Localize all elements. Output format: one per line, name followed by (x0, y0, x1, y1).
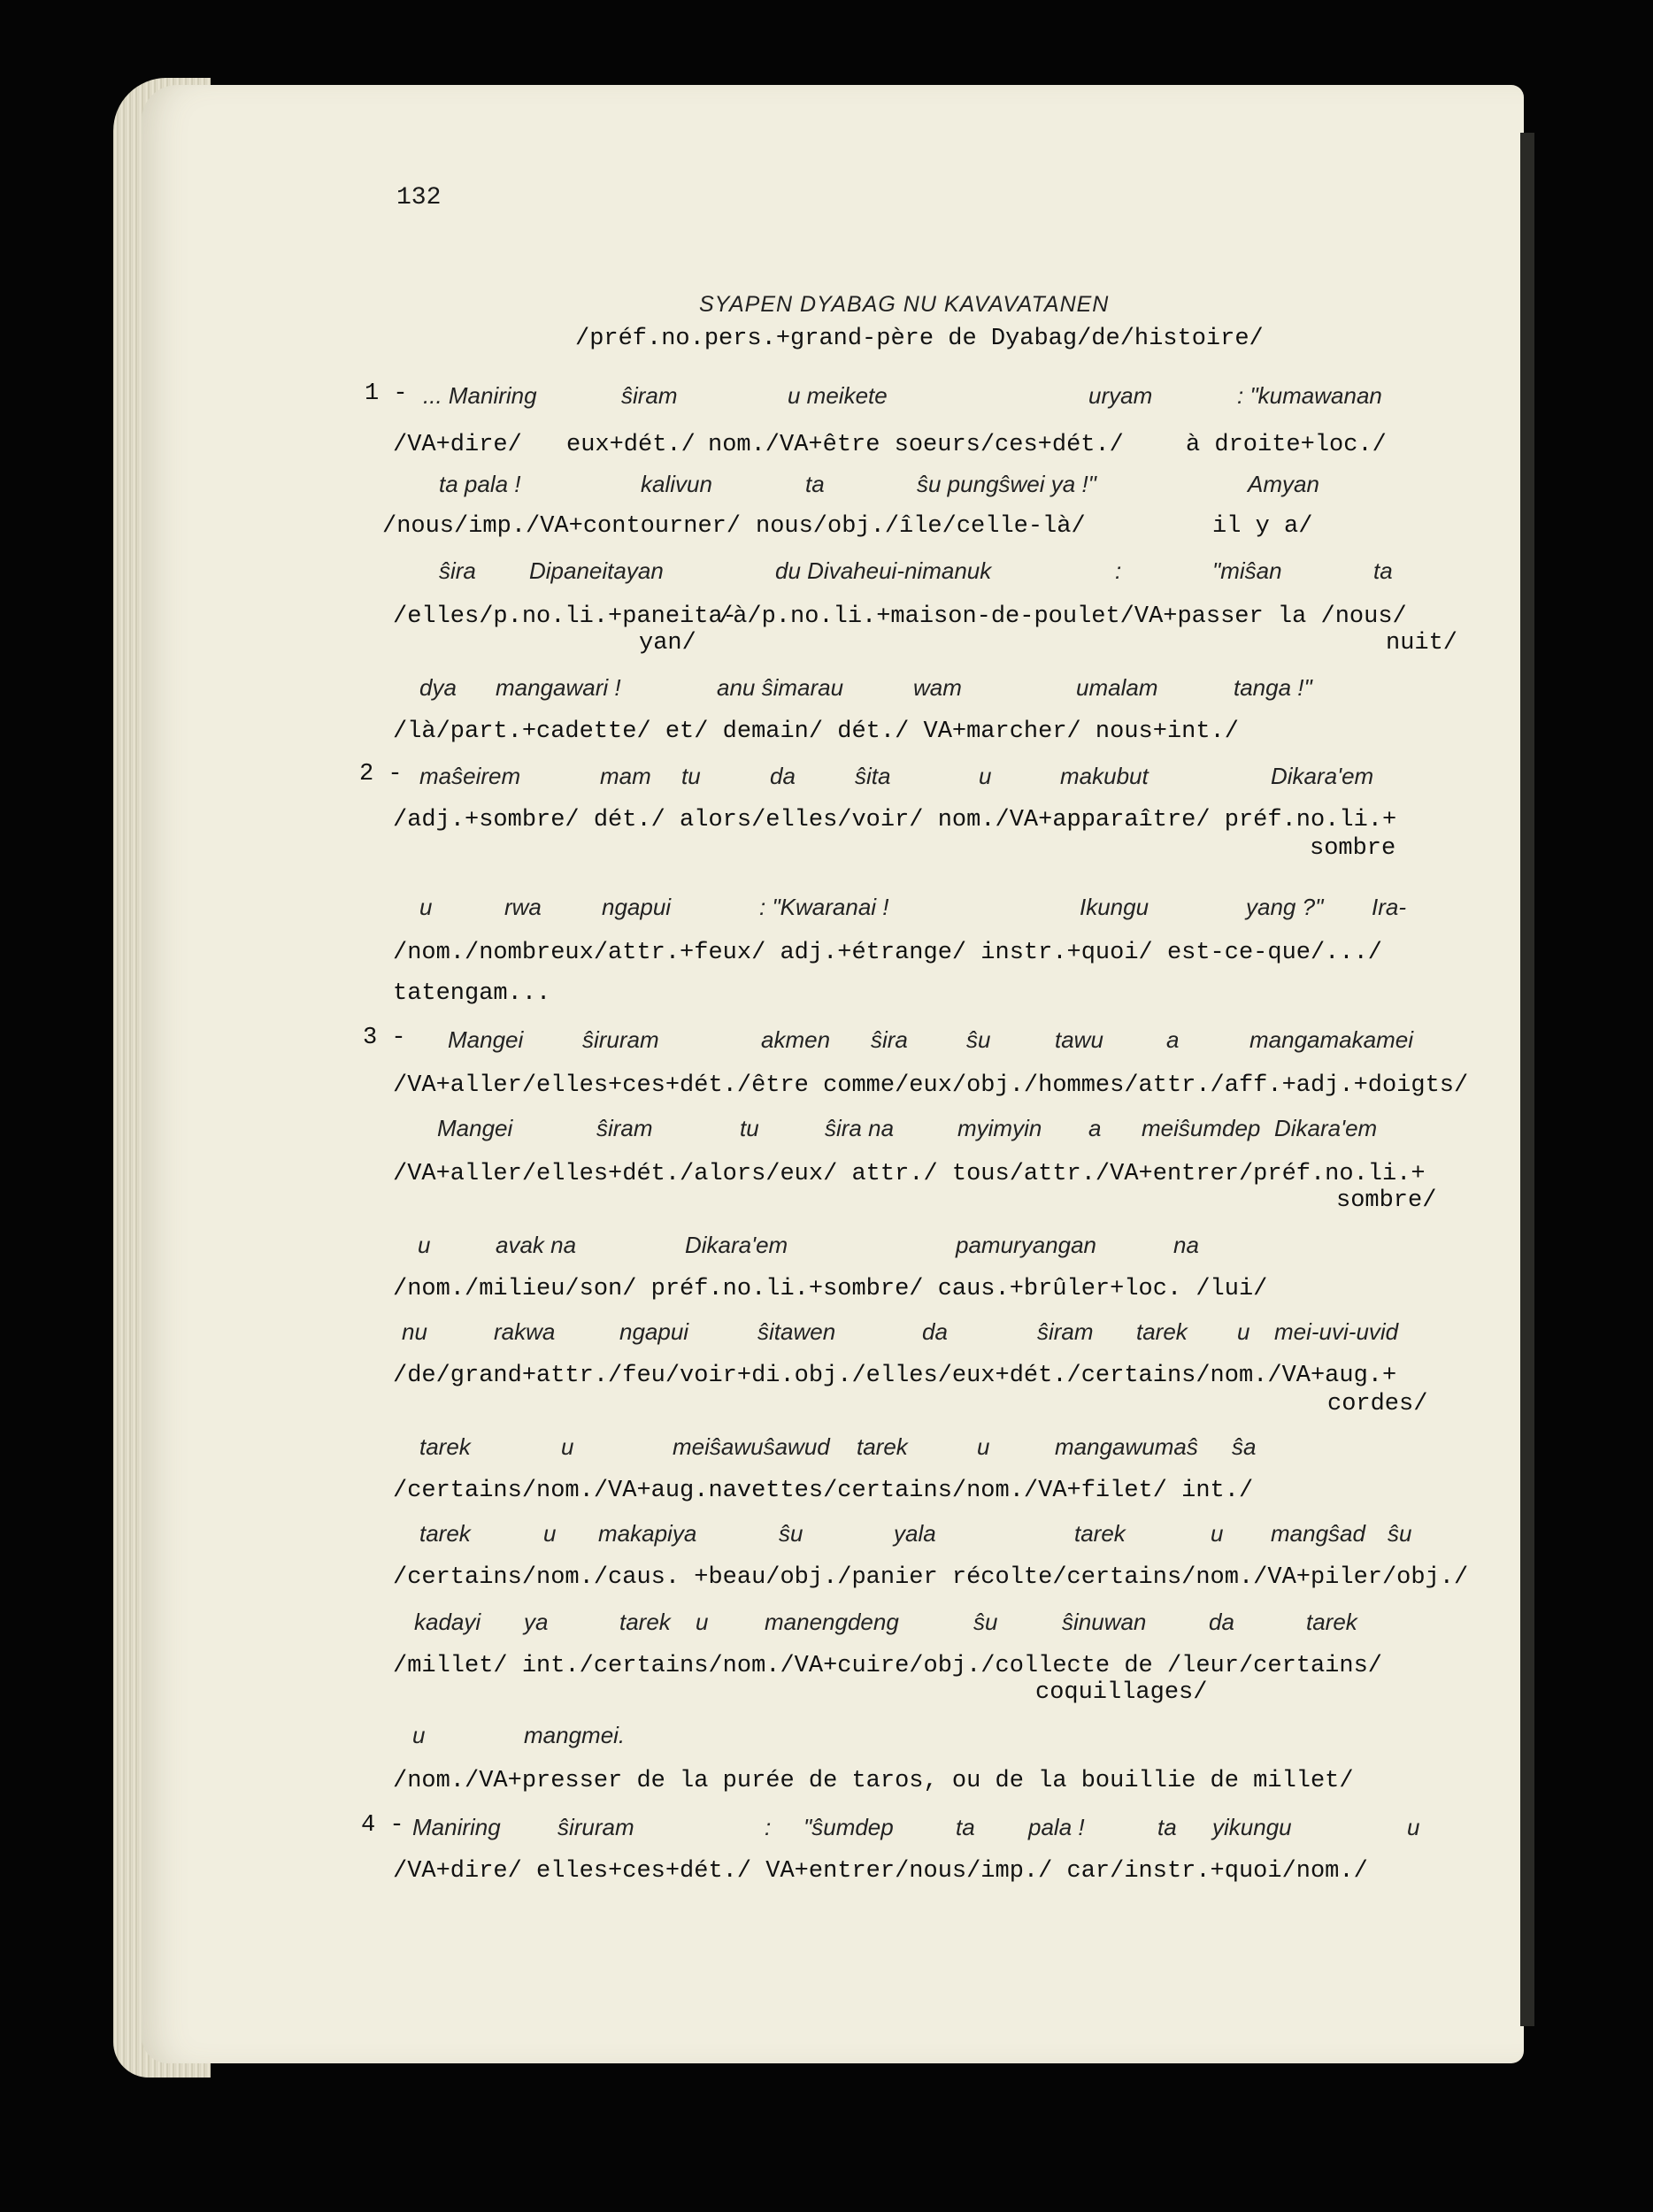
gloss-segment: sombre/ (1336, 1187, 1437, 1214)
gloss-segment: sombre (1310, 835, 1396, 862)
vernacular-word: u (543, 1520, 557, 1547)
vernacular-word: mangamakamei (1249, 1026, 1413, 1053)
vernacular-word: ... Maniring (423, 382, 537, 409)
vernacular-word: rakwa (494, 1318, 556, 1345)
vernacular-word: uryam (1088, 382, 1153, 409)
vernacular-word: yang ?" (1246, 894, 1324, 920)
gloss-line: /certains/nom./caus. +beau/obj./panier récolte/certains/nom./VA+piler/obj./ (393, 1564, 1469, 1591)
vernacular-word: tarek (419, 1433, 471, 1460)
vernacular-word: ta (805, 471, 825, 497)
vernacular-word: : (765, 1814, 772, 1840)
paragraph-number: 4 - (361, 1812, 404, 1839)
vernacular-word: ŝiram (596, 1115, 653, 1141)
vernacular-word: umalam (1076, 674, 1158, 701)
vernacular-word: ŝinuwan (1062, 1609, 1147, 1635)
vernacular-word: ŝu (779, 1520, 803, 1547)
vernacular-word: tu (681, 763, 701, 789)
library-stamp (156, 894, 209, 1301)
vernacular-word: na (1173, 1232, 1199, 1258)
vernacular-word: mangmei. (524, 1722, 626, 1748)
text-title: SYAPEN DYABAG NU KAVAVATANEN (699, 292, 1110, 317)
vernacular-word: u (412, 1722, 426, 1748)
vernacular-word: : "Kwaranai ! (759, 894, 889, 920)
gloss-line: /millet/ int./certains/nom./VA+cuire/obj./collecte de /leur/certains/ (393, 1653, 1382, 1679)
vernacular-word: Dikara'em (1274, 1115, 1378, 1141)
vernacular-word: Dikara'em (1271, 763, 1374, 789)
vernacular-word: Maniring (412, 1814, 501, 1840)
vernacular-word: ngapui (619, 1318, 689, 1345)
vernacular-word: : "kumawanan (1237, 382, 1382, 409)
vernacular-word: u (1211, 1520, 1224, 1547)
vernacular-word: u (419, 894, 433, 920)
paragraph-number: 1 - (365, 380, 408, 407)
vernacular-word: makubut (1060, 763, 1149, 789)
vernacular-word: kadayi (414, 1609, 481, 1635)
vernacular-word: u (561, 1433, 574, 1460)
vernacular-word: ŝu (1388, 1520, 1412, 1547)
gloss-line: /adj.+sombre/ dét./ alors/elles/voir/ nom./VA+apparaître/ préf.no.li.+ (393, 807, 1397, 833)
vernacular-word: manengdeng (765, 1609, 899, 1635)
gloss-line: /là/part.+cadette/ et/ demain/ dét./ VA+marcher/ nous+int./ (393, 718, 1239, 745)
gloss-segment: /à/p.no.li.+maison-de-poulet/VA+passer la /nous/ (719, 603, 1407, 630)
vernacular-word: myimyin (957, 1115, 1042, 1141)
vernacular-word: tarek (857, 1433, 908, 1460)
vernacular-word: meiŝawuŝawud (673, 1433, 830, 1460)
vernacular-word: maŝeirem (419, 763, 521, 789)
vernacular-word: ngapui (602, 894, 672, 920)
vernacular-word: a (1088, 1115, 1102, 1141)
vernacular-word: ŝiram (1037, 1318, 1094, 1345)
gloss-segment: nous/obj./île/celle-là/ (756, 513, 1086, 540)
vernacular-word: meiŝumdep (1142, 1115, 1261, 1141)
vernacular-word: tarek (1306, 1609, 1357, 1635)
gloss-segment: nom./VA+être soeurs/ces+dét./ (708, 432, 1124, 458)
vernacular-word: ŝita (855, 763, 891, 789)
gloss-segment: eux+dét./ (566, 432, 696, 458)
vernacular-word: "miŝan (1212, 557, 1282, 584)
vernacular-word: tawu (1055, 1026, 1103, 1053)
title-gloss: /préf.no.pers.+grand-père de Dyabag/de/histoire/ (575, 326, 1264, 352)
vernacular-word: nu (402, 1318, 427, 1345)
vernacular-word: ŝiram (621, 382, 678, 409)
vernacular-word: ŝu (966, 1026, 991, 1053)
vernacular-word: u meikete (788, 382, 888, 409)
vernacular-word: ŝu pungŝwei ya !" (917, 471, 1096, 497)
vernacular-word: mangawari ! (496, 674, 621, 701)
vernacular-word: akmen (761, 1026, 831, 1053)
vernacular-word: da (1209, 1609, 1234, 1635)
vernacular-word: anu ŝimarau (717, 674, 844, 701)
book-binding-edge (1520, 133, 1534, 2026)
gloss-line: /nom./nombreux/attr.+feux/ adj.+étrange/ instr.+quoi/ est-ce-que/.../ (393, 940, 1382, 966)
vernacular-word: Dikara'em (685, 1232, 788, 1258)
vernacular-word: ŝu (973, 1609, 998, 1635)
vernacular-word: avak na (496, 1232, 577, 1258)
vernacular-word: ŝiruram (582, 1026, 659, 1053)
vernacular-word: : (1115, 557, 1122, 584)
gloss-segment: yan/ (639, 630, 696, 657)
vernacular-word: tanga !" (1234, 674, 1312, 701)
vernacular-word: ta (1157, 1814, 1177, 1840)
vernacular-word: tu (740, 1115, 759, 1141)
vernacular-word: wam (913, 674, 962, 701)
gloss-continuation: tatengam... (393, 980, 551, 1007)
page-number: 132 (396, 184, 442, 211)
vernacular-word: pala ! (1028, 1814, 1085, 1840)
vernacular-word: u (418, 1232, 431, 1258)
gloss-line: /nom./VA+presser de la purée de taros, ou de la bouillie de millet/ (393, 1768, 1354, 1794)
vernacular-word: Mangei (437, 1115, 513, 1141)
vernacular-word: u (1407, 1814, 1420, 1840)
vernacular-word: yala (894, 1520, 936, 1547)
gloss-line: /VA+aller/elles+dét./alors/eux/ attr./ tous/attr./VA+entrer/préf.no.li.+ (393, 1161, 1426, 1187)
vernacular-word: ŝira (871, 1026, 908, 1053)
vernacular-word: Mangei (448, 1026, 524, 1053)
gloss-segment: coquillages/ (1035, 1679, 1208, 1706)
vernacular-word: Ikungu (1080, 894, 1149, 920)
vernacular-word: ta (1373, 557, 1393, 584)
vernacular-word: u (979, 763, 992, 789)
gloss-segment: /VA+dire/ (393, 432, 522, 458)
vernacular-word: Ira- (1372, 894, 1406, 920)
vernacular-word: mangŝad (1271, 1520, 1365, 1547)
vernacular-word: ŝira (439, 557, 476, 584)
vernacular-word: ŝira na (825, 1115, 895, 1141)
vernacular-word: u (696, 1609, 709, 1635)
vernacular-word: mangawumaŝ (1055, 1433, 1198, 1460)
vernacular-word: ta (956, 1814, 975, 1840)
vernacular-word: makapiya (598, 1520, 697, 1547)
vernacular-word: ta pala ! (439, 471, 521, 497)
gloss-line: /VA+aller/elles+ces+dét./être comme/eux/obj./hommes/attr./aff.+adj.+doigts/ (393, 1072, 1469, 1099)
vernacular-word: pamuryangan (956, 1232, 1096, 1258)
gloss-segment: à droite+loc./ (1186, 432, 1387, 458)
vernacular-word: tarek (619, 1609, 671, 1635)
vernacular-word: ŝiruram (557, 1814, 634, 1840)
gloss-line: /VA+dire/ elles+ces+dét./ VA+entrer/nous/imp./ car/instr.+quoi/nom./ (393, 1858, 1368, 1885)
vernacular-word: du Divaheui-nimanuk (775, 557, 992, 584)
vernacular-word: a (1166, 1026, 1180, 1053)
vernacular-word: mam (600, 763, 651, 789)
vernacular-word: da (770, 763, 796, 789)
paragraph-number: 2 - (359, 761, 403, 787)
gloss-line: /certains/nom./VA+aug.navettes/certains/nom./VA+filet/ int./ (393, 1478, 1254, 1504)
gloss-line: /nom./milieu/son/ préf.no.li.+sombre/ caus.+brûler+loc. /lui/ (393, 1276, 1268, 1302)
vernacular-word: kalivun (641, 471, 712, 497)
vernacular-word: ŝa (1232, 1433, 1257, 1460)
vernacular-word: tarek (1074, 1520, 1126, 1547)
gloss-segment: /nous/imp./VA+contourner/ (382, 513, 742, 540)
vernacular-word: Amyan (1248, 471, 1319, 497)
gloss-segment: /elles/p.no.li.+paneita- (393, 603, 737, 630)
gloss-segment: il y a/ (1212, 513, 1313, 540)
vernacular-word: da (922, 1318, 948, 1345)
vernacular-word: tarek (1136, 1318, 1188, 1345)
vernacular-word: ŝitawen (757, 1318, 836, 1345)
vernacular-word: rwa (504, 894, 542, 920)
vernacular-word: ya (524, 1609, 549, 1635)
vernacular-word: u (977, 1433, 990, 1460)
vernacular-word: tarek (419, 1520, 471, 1547)
gloss-segment: cordes/ (1327, 1391, 1428, 1417)
vernacular-word: mei-uvi-uvid (1274, 1318, 1399, 1345)
gloss-line: /de/grand+attr./feu/voir+di.obj./elles/eux+dét./certains/nom./VA+aug.+ (393, 1363, 1397, 1389)
vernacular-word: "ŝumdep (803, 1814, 894, 1840)
vernacular-word: dya (419, 674, 457, 701)
paragraph-number: 3 - (363, 1025, 406, 1051)
vernacular-word: Dipaneitayan (529, 557, 664, 584)
vernacular-word: u (1237, 1318, 1250, 1345)
vernacular-word: yikungu (1212, 1814, 1292, 1840)
gloss-segment: nuit/ (1386, 630, 1458, 657)
